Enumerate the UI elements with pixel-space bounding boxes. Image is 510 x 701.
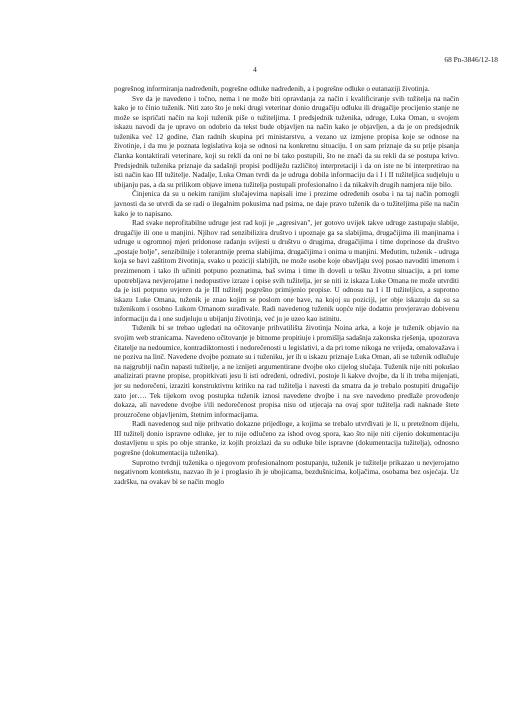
paragraph: Sve da je navedeno i točno, nema i ne može biti opravdanja za način i kvalificiranje svih tužitelja na način kako je to činio tuženik. Niti zato što je neki drugi veterinar donio drugačiju odluku ili drugačije procijenio stanje ne može se ispričati način na koji tuženik piše o tužiteljima. I predsjednik tuženika, udruge, Luka Oman, u svojem iskazu navodi da je upravo on odobrio da tekst bude objavljen na način kako je objavljen, a da je on predsjednik tuženika već 12 godine, član radnih skupina pri ministarstvu, a vezano uz izmjene propisa koje se odnose na životinje, i da mu je poznata legislativa koja se odnosi na konkretnu situaciju. I on sam priznaje da su prije pisanja članka kontaktirali veterinare, koji su rekli da oni ne bi tako postupili, što ne znači da su rekli da se postupa krivo. Predsjednik tuženika priznaje da sadašnji propisi podliježu različitoj interpretaciji i da on iste ne bi interpretirao na isti način kao III tužitelje. Nadalje, Luka Oman tvrdi da je udruga dobila informaciju da i I i II tužiteljica sudjeluju u ubijanju pas, a da su prilikom objave imena tužitelja postupali profesionalno i da nikakvih drugih namjera nije bilo. (114, 93, 459, 189)
paragraph: pogrešnog informiranja nadređenih, pogrešne odluke nadređenih, a i pogrešne odluke o eutanaziji životinja. (114, 84, 430, 93)
case-number: 68 Pn-3846/12-18 (444, 55, 498, 64)
paragraph: Činjenica da su u nekim ranijim slučajevima napisali ime i prezime određenih osoba i na taj način pomogli javnosti da se utvrdi da se radi o ilegalnim pokusima nad psima, ne daje pravo tuženik da o tužiteljima piše na način kako je to napisano. (114, 189, 459, 218)
paragraph: Suprotno tvrdnji tuženika o njegovom profesionalnom postupanju, tuženik je tužitelje prikazao u nevjerojatno negativnom kontekstu, nazvao ih je i proglasio ih je ubojicama, bezdušnicima, koljačima, osobama bez osjećaja. Uz zadršku, na ovakav bi se način moglo (114, 457, 459, 486)
paragraph: Radi navedenog sud nije prihvatio dokazne prijedloge, a kojima se trebalo utvrđivati je li, u pretežnom dijelu, III tužitelj donio ispravne odluke, jer to nije odlučeno za ishod ovog spora, kao što nije niti cijenio dokumentaciju dostavljenu u spis po obje stranke, iz kojih proizlazi da su odluke bile ispravne (dokumentacija tužitelja), odnosno pogrešne (dokumentacija tuženika). (114, 419, 459, 457)
page-number: 4 (253, 65, 257, 74)
paragraph: Rad svake neprofitabilne udruge jest rad koji je „agresivan", jer gotovo uvijek takve udruge zastupaju slabije, drugačije ili one u manjini. Njihov rad senzibilizira društvo i upoznaje ga sa slabijima, drugačijima ili manjinama i udruge u ogromnoj mjeri pridonose rađanju svijesti u društvu o drugima, drugačijima i time doprinose da društvo „postaje bolje", senzibilnije i tolerantnije prema slabijima, drugačijima i onima u manjini. Međutim, tuženik - udruga koja se bavi zaštitom životinja, svako u poziciji slabijih, ne može osobe koje obavljaju svoj posao navoditi imenom i prezimenom i tako ih učiniti potpuno poznatima, baš svima i time ih doveli u tešku životnu situaciju, a pri tome upotrebljava nevjerojatne i nedopustive izraze i opise svih tužitelja, jer se niti iz iskaza Luke Omana ne može utvrditi da je isti potpuno uvjeren da je III tužitelj pogrešno primijenio propise. U odnosu na I i II tužiteljicu, a suprotno iskazu Luke Omana, tuženik je znao kojim se poslom one bave, na kojoj su poziciji, jer obje iskazuju da su sa tuženikom i osobno Lukom Omanom surađivale. Radi navedenog tuženik uopće nije dodatno provjeravao dobivenu informaciju da i one sudjeluju u ubijanju životinja, već ju je uzeo kao istinitu. (114, 218, 459, 323)
body-text (114, 84, 459, 486)
paragraph: Tuženik bi se trebao ugledati na očitovanje prihvatilišta životinja Noina arka, a koje je tuženik objavio na svojim web stranicama. Navedeno očitovanje je bitnome propitiuje i promišlja sadašnja zakonska rješenja, upozorava čitatelje na nedoumice, kontradiktornosti i nedorečenosti u legislativi, a da pri tome nikoga ne vrijeđa, omalovažava i ne poziva na linč. Navedene dvojbe poznate su i tuženiku, jer ih u iskazu priznaje Luka Oman, ali se tuženik odlučuje na najgrublji način napasti tužitelje, a ne iznijeti argumentirane dvojbe oko cijelog slučaja. Tuženik nije niti pokušao analizirati pravne propise, propitkivati jesu li isti određeni, odredivi, postoje li kakve dvojbe, da li ih treba mijenjati, jer su nedorečeni, izraziti konstruktivnu kritiku na rad tužitelja i navesti da smatra da je trebalo postupiti drugačije zato jer…. Tek tijekom ovog postupka tuženik iznosi navedene dvojbe i na sve navedeno predlaže provođenje dokaza, ali navedene dvojbe i/ili nedorečenost propisa nisu od utjecaja na ovaj spor tužitelja radi naknade štete prouzročene objavljenim, štetnim informacijama. (114, 323, 459, 419)
